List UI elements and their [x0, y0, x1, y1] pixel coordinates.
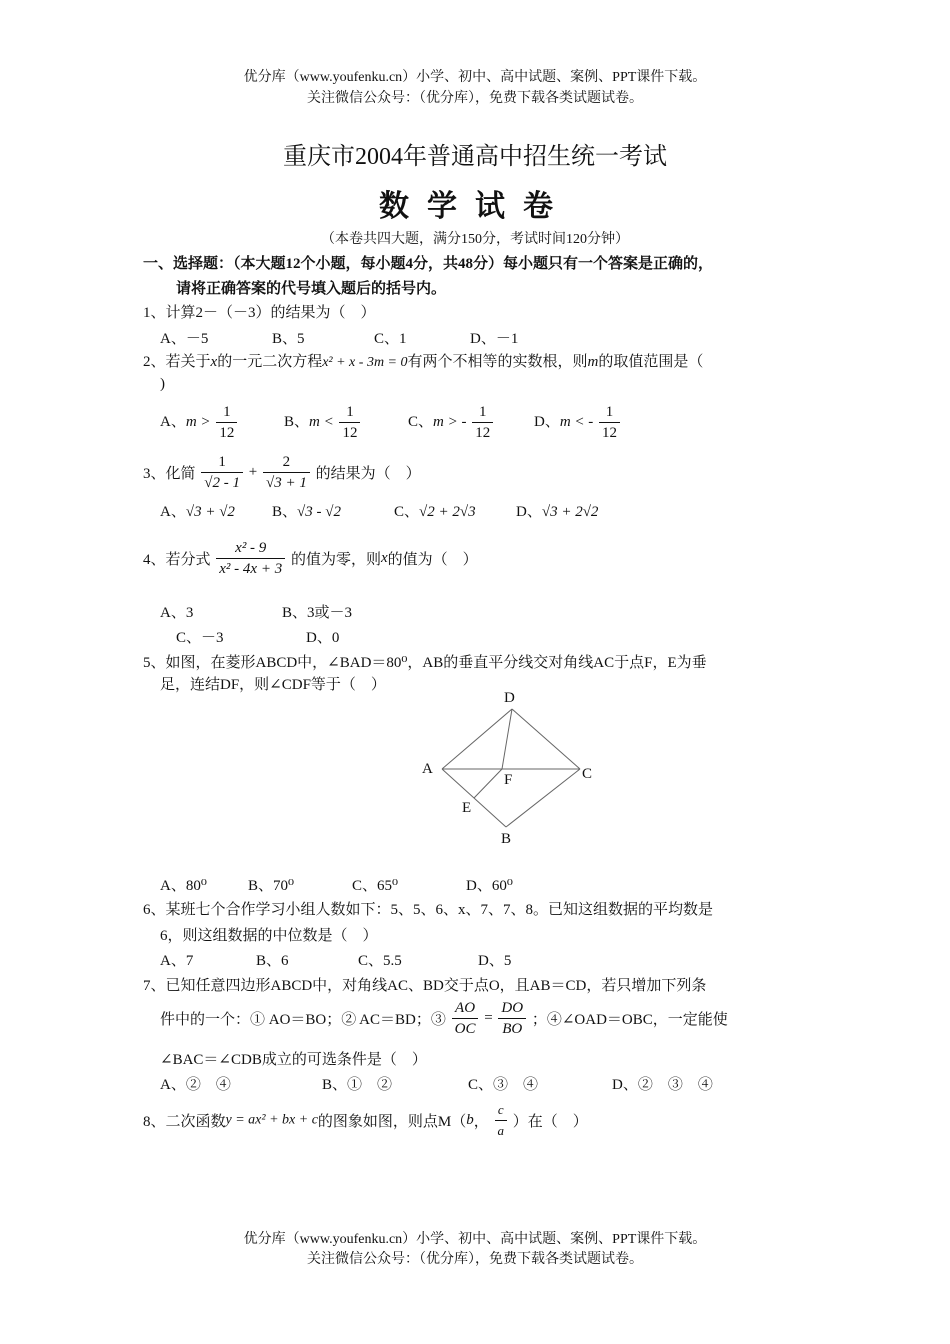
edge-ab — [442, 769, 506, 827]
header-line-2: 关注微信公众号：（优分库），免费下载各类试题试卷。 — [307, 91, 643, 106]
q6-option-a: A、7 — [160, 953, 194, 969]
q1-option-d: D、－1 — [470, 331, 519, 347]
section1-instruction: 请将正确答案的代号填入题后的括号内。 — [176, 281, 447, 297]
q4-option-a: A、3 — [160, 605, 194, 621]
footer-line-2: 关注微信公众号：（优分库），免费下载各类试题试卷。 — [307, 1252, 643, 1267]
q7-option-a: A、② ④ — [160, 1077, 231, 1093]
label-e: E — [462, 800, 472, 816]
header-line-1: 优分库（www.youfenku.cn）小学、初中、高中试题、案例、PPT课件下载。 — [243, 70, 707, 85]
q2-option-a: A、m > $\frac{1}{12}$ — [160, 402, 239, 443]
q7-option-d: D、② ③ ④ — [612, 1077, 713, 1093]
q5-stem-line2: 足，连结DF，则∠CDF等于（ ） — [160, 677, 386, 693]
segment-fe — [474, 769, 502, 798]
edge-bc — [506, 769, 580, 827]
q2-option-c: C、m > - $\frac{1}{12}$ — [408, 402, 495, 443]
q5-option-b: B、70⁰ — [248, 878, 295, 894]
q3-option-a: A、√3 + √2 — [160, 504, 235, 520]
q5-option-c: C、65⁰ — [352, 878, 399, 894]
q3-stem: 3、化简 $\frac{1}{√2 - 1}$ + $\frac{2}{√3 + 1}$ 的结果为（ ） — [143, 454, 421, 491]
q1-stem: 1、计算2－（－3）的结果为（ ） — [143, 305, 376, 321]
q7-stem-line2: 件中的一个：① AO＝BO；② AC＝BD；③ $\frac{AO}{OC}$ = $\frac{DO}{BO}$ ；④∠OAD＝OBC，一定能使 — [160, 1000, 728, 1037]
q2-stem: 2、若关于x的一元二次方程x² + x - 3m = 0有两个不相等的实数根，则m的取值范围是（ — [143, 354, 704, 370]
q2-stem-close: ) — [160, 376, 165, 392]
q6-stem-line2: 6，则这组数据的中位数是（ ） — [160, 928, 378, 944]
edge-dc — [512, 709, 580, 769]
label-f: F — [504, 772, 513, 788]
q5-stem-line1: 5、如图，在菱形ABCD中，∠BAD＝80⁰，AB的垂直平分线交对角线AC于点F，E为垂 — [143, 655, 707, 671]
q6-option-d: D、5 — [478, 953, 512, 969]
q6-option-c: C、5.5 — [358, 953, 402, 969]
q1-option-a: A、－5 — [160, 331, 209, 347]
q7-option-c: C、③ ④ — [468, 1077, 539, 1093]
label-c: C — [582, 766, 593, 782]
q2-option-b: B、m < $\frac{1}{12}$ — [284, 402, 362, 443]
q3-option-c: C、√2 + 2√3 — [394, 504, 476, 520]
q1-option-c: C、1 — [374, 331, 407, 347]
label-a: A — [422, 761, 433, 777]
q7-stem-line3: ∠BAC＝∠CDB成立的可选条件是（ ） — [160, 1052, 427, 1068]
q5-option-d: D、60⁰ — [466, 878, 513, 894]
label-b: B — [501, 831, 512, 847]
section1-heading: 一、选择题：（本大题12个小题，每小题4分，共48分）每小题只有一个答案是正确的， — [143, 256, 714, 272]
exam-note: （本卷共四大题，满分150分，考试时间120分钟） — [321, 232, 629, 247]
exam-subject: 数学试卷 — [379, 190, 571, 223]
q3-option-d: D、√3 + 2√2 — [516, 504, 599, 520]
q3-option-b: B、√3 - √2 — [272, 504, 341, 520]
exam-title: 重庆市2004年普通高中招生统一考试 — [283, 144, 667, 170]
q6-stem-line1: 6、某班七个合作学习小组人数如下：5、5、6、x、7、7、8。已知这组数据的平均数是 — [143, 902, 714, 918]
q1-option-b: B、5 — [272, 331, 305, 347]
rhombus-figure — [410, 685, 610, 855]
q6-option-b: B、6 — [256, 953, 289, 969]
q5-option-a: A、80⁰ — [160, 878, 207, 894]
q2-option-d: D、m < - $\frac{1}{12}$ — [534, 402, 622, 443]
q4-option-b: B、3或－3 — [282, 605, 353, 621]
q7-option-b: B、① ② — [322, 1077, 393, 1093]
q4-option-d: D、0 — [306, 630, 340, 646]
segment-df — [502, 709, 512, 769]
q7-stem-line1: 7、已知任意四边形ABCD中，对角线AC、BD交于点O，且AB＝CD，若只增加下列条 — [143, 978, 707, 994]
footer-line-1: 优分库（www.youfenku.cn）小学、初中、高中试题、案例、PPT课件下载。 — [243, 1232, 707, 1247]
q8-stem: 8、二次函数y = ax² + bx + c的图象如图，则点M（b， $\frac{c}{a}$ ）在（ ） — [143, 1102, 588, 1138]
q4-stem: 4、若分式 $\frac{\text{x² - 9}}{\text{x² - 4x + 3}}$ 的值为零，则x的值为（ ） — [143, 540, 478, 577]
label-d: D — [504, 690, 515, 706]
edge-da — [442, 709, 512, 769]
q4-option-c: C、－3 — [176, 630, 224, 646]
